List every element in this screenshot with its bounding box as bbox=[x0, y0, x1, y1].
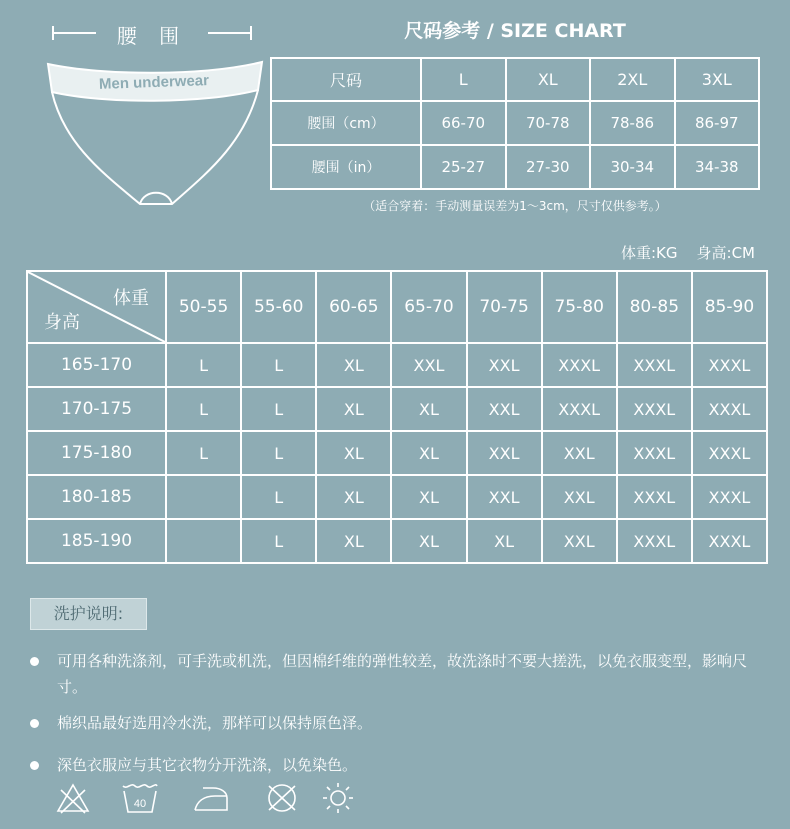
fit-cell: XL bbox=[391, 431, 466, 475]
fit-cell: XXXL bbox=[692, 519, 767, 563]
size-chart-table bbox=[270, 57, 760, 190]
fit-cell: XXXL bbox=[617, 475, 692, 519]
fit-cell: L bbox=[241, 343, 316, 387]
size-header-cell: XL bbox=[506, 58, 591, 101]
fit-cell: XL bbox=[467, 519, 542, 563]
wash-temp-text: 40 bbox=[133, 798, 147, 810]
fit-cell: XL bbox=[316, 519, 391, 563]
fit-row bbox=[27, 519, 767, 563]
size-cell: 34-38 bbox=[675, 145, 760, 189]
fit-corner-cell bbox=[27, 271, 166, 343]
size-row-in bbox=[271, 145, 759, 189]
fit-cell: XL bbox=[316, 387, 391, 431]
iron-icon bbox=[191, 782, 231, 814]
size-chart-title: 尺码参考 / SIZE CHART bbox=[404, 20, 626, 42]
size-cell: 78-86 bbox=[590, 101, 675, 145]
height-cell: 180-185 bbox=[27, 475, 166, 519]
fit-cell: XXXL bbox=[692, 387, 767, 431]
size-cell: 30-34 bbox=[590, 145, 675, 189]
care-item bbox=[30, 648, 750, 700]
bullet-dot bbox=[30, 657, 39, 666]
size-note: （适合穿着：手动测量误差为1～3cm，尺寸仅供参考。） bbox=[363, 199, 667, 213]
dimension-tick-right bbox=[250, 26, 252, 40]
fit-cell: XXL bbox=[391, 343, 466, 387]
care-title-tag: 洗护说明: bbox=[30, 598, 147, 630]
size-header-cell: 尺码 bbox=[271, 58, 421, 101]
weight-header-cell: 55-60 bbox=[241, 271, 316, 343]
fit-cell: L bbox=[166, 387, 241, 431]
size-cell: 70-78 bbox=[506, 101, 591, 145]
height-cell: 185-190 bbox=[27, 519, 166, 563]
corner-height-label: 身高 bbox=[44, 312, 80, 333]
care-item-text: 深色衣服应与其它衣物分开洗涤，以免染色。 bbox=[57, 756, 358, 774]
weight-header-cell: 75-80 bbox=[542, 271, 617, 343]
fit-chart-table bbox=[26, 270, 768, 564]
fit-cell: XXL bbox=[467, 431, 542, 475]
fit-cell: XXL bbox=[542, 475, 617, 519]
height-cell: 165-170 bbox=[27, 343, 166, 387]
fit-cell: XXXL bbox=[617, 431, 692, 475]
care-item-text: 可用各种洗涤剂，可手洗或机洗，但因棉纤维的弹性较差，故洗涤时不要大搓洗，以免衣服变型，影响尺寸。 bbox=[57, 652, 748, 696]
fit-row bbox=[27, 475, 767, 519]
fit-cell: XXL bbox=[467, 387, 542, 431]
fit-cell bbox=[166, 475, 241, 519]
fit-cell: L bbox=[166, 343, 241, 387]
fit-cell: XXXL bbox=[692, 343, 767, 387]
fit-cell: XXXL bbox=[542, 343, 617, 387]
fit-cell: XXXL bbox=[692, 431, 767, 475]
height-cell: 175-180 bbox=[27, 431, 166, 475]
weight-header-cell: 80-85 bbox=[617, 271, 692, 343]
size-row-label: 腰围（in） bbox=[271, 145, 421, 189]
height-cell: 170-175 bbox=[27, 387, 166, 431]
wash-40-icon bbox=[121, 782, 159, 814]
waist-dimension-label bbox=[52, 18, 252, 48]
fit-cell: L bbox=[166, 431, 241, 475]
fit-cell: XXL bbox=[542, 519, 617, 563]
fit-cell: L bbox=[241, 519, 316, 563]
corner-weight-label: 体重 bbox=[113, 288, 149, 309]
fit-cell: XL bbox=[391, 387, 466, 431]
units-label: 体重:KG 身高:CM bbox=[620, 244, 755, 262]
fit-row bbox=[27, 387, 767, 431]
band-text: Men underwear bbox=[98, 72, 210, 93]
no-tumble-dry-icon bbox=[265, 782, 299, 814]
waist-label-text: 腰 围 bbox=[116, 24, 188, 48]
fit-cell: L bbox=[241, 475, 316, 519]
fit-cell: L bbox=[241, 387, 316, 431]
fit-cell: XXXL bbox=[542, 387, 617, 431]
care-item bbox=[30, 752, 750, 778]
weight-header-cell: 85-90 bbox=[692, 271, 767, 343]
fit-cell: XXL bbox=[467, 475, 542, 519]
bullet-dot bbox=[30, 719, 39, 728]
size-header-row bbox=[271, 58, 759, 101]
fit-cell: XXXL bbox=[617, 519, 692, 563]
bullet-dot bbox=[30, 761, 39, 770]
fit-cell: XL bbox=[391, 519, 466, 563]
fit-cell: XL bbox=[391, 475, 466, 519]
size-row-cm bbox=[271, 101, 759, 145]
weight-header-cell: 65-70 bbox=[391, 271, 466, 343]
size-cell: 66-70 bbox=[421, 101, 506, 145]
weight-header-cell: 50-55 bbox=[166, 271, 241, 343]
fit-cell: XL bbox=[316, 475, 391, 519]
fit-row bbox=[27, 431, 767, 475]
underwear-illustration bbox=[44, 54, 266, 216]
size-cell: 25-27 bbox=[421, 145, 506, 189]
dimension-line-right bbox=[208, 32, 252, 34]
fit-cell: XXL bbox=[467, 343, 542, 387]
size-cell: 86-97 bbox=[675, 101, 760, 145]
weight-header-cell: 70-75 bbox=[467, 271, 542, 343]
care-item-text: 棉织品最好选用冷水洗，那样可以保持原色泽。 bbox=[57, 714, 373, 732]
fit-cell: XL bbox=[316, 431, 391, 475]
fit-cell: L bbox=[241, 431, 316, 475]
fit-cell: XXXL bbox=[617, 387, 692, 431]
size-row-label: 腰围（cm） bbox=[271, 101, 421, 145]
size-header-cell: 3XL bbox=[675, 58, 760, 101]
fit-cell: XL bbox=[316, 343, 391, 387]
weight-header-cell: 60-65 bbox=[316, 271, 391, 343]
fit-cell: XXL bbox=[542, 431, 617, 475]
fit-row bbox=[27, 343, 767, 387]
fit-cell: XXXL bbox=[617, 343, 692, 387]
no-bleach-icon bbox=[55, 782, 91, 814]
care-item bbox=[30, 710, 750, 736]
care-icons-row bbox=[55, 782, 375, 824]
size-header-cell: L bbox=[421, 58, 506, 101]
sun-dry-icon bbox=[321, 782, 355, 814]
fit-cell bbox=[166, 519, 241, 563]
size-header-cell: 2XL bbox=[590, 58, 675, 101]
fit-cell: XXXL bbox=[692, 475, 767, 519]
fit-header-row bbox=[27, 271, 767, 343]
size-cell: 27-30 bbox=[506, 145, 591, 189]
